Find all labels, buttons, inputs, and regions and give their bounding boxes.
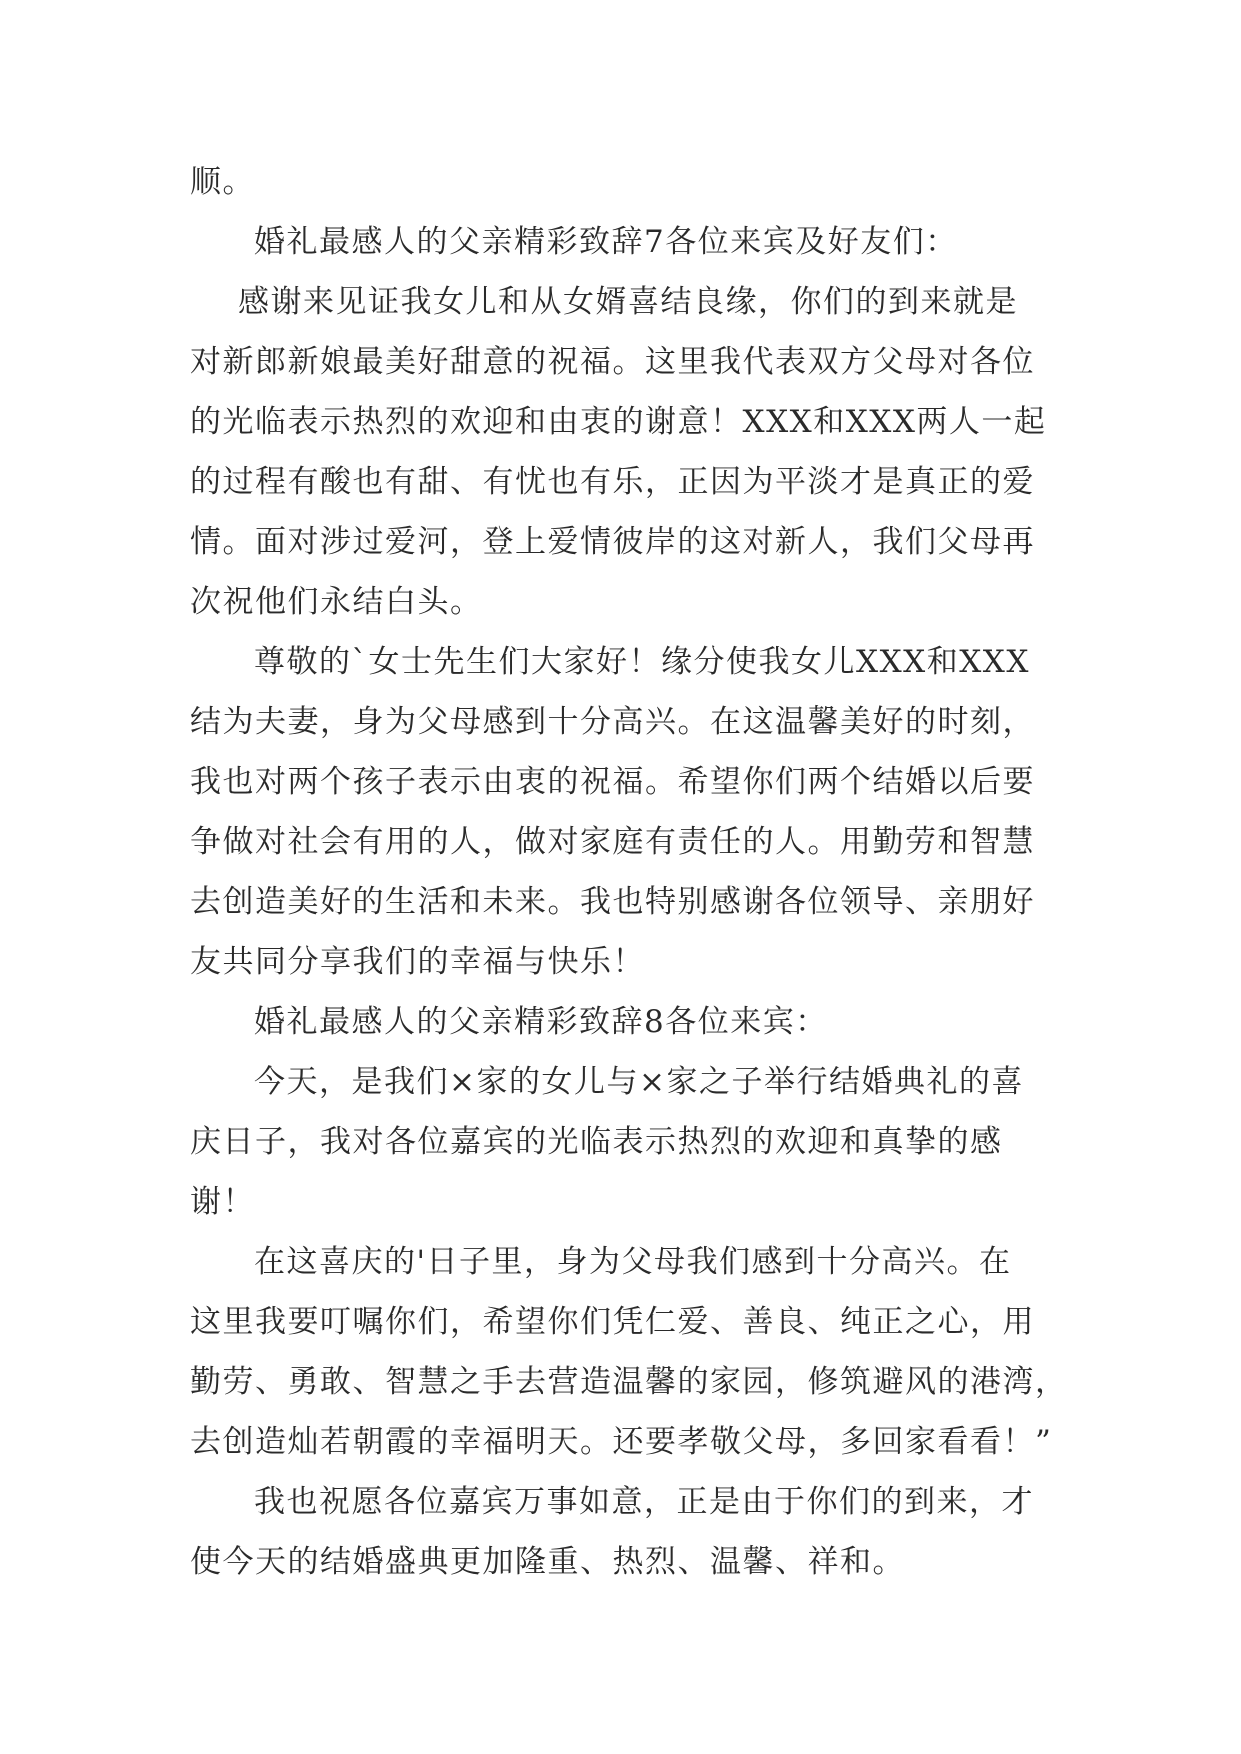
text-line: 庆日子，我对各位嘉宾的光临表示热烈的欢迎和真挚的感 <box>190 1124 1003 1160</box>
text-line: 对新郎新娘最美好甜意的祝福。这里我代表双方父母对各位 <box>190 344 1035 380</box>
text-line: 次祝他们永结白头。 <box>190 584 483 620</box>
text-line: 我也祝愿各位嘉宾万事如意，正是由于你们的到来，才 <box>254 1484 1034 1520</box>
text-line: 今天，是我们×家的女儿与×家之子举行结婚典礼的喜 <box>254 1064 1024 1100</box>
speech-heading-8: 婚礼最感人的父亲精彩致辞8各位来宾： <box>254 1004 828 1040</box>
text-line: 这里我要叮嘱你们，希望你们凭仁爱、善良、纯正之心，用 <box>190 1304 1035 1340</box>
text-line: 使今天的结婚盛典更加隆重、热烈、温馨、祥和。 <box>190 1544 905 1580</box>
speech-heading-7: 婚礼最感人的父亲精彩致辞7各位来宾及好友们： <box>254 224 958 260</box>
text-line: 顺。 <box>190 164 255 200</box>
text-line: 友共同分享我们的幸福与快乐！ <box>190 944 645 980</box>
text-line: 去创造美好的生活和未来。我也特别感谢各位领导、亲朋好 <box>190 884 1035 920</box>
text-line: 结为夫妻，身为父母感到十分高兴。在这温馨美好的时刻， <box>190 704 1035 740</box>
text-line: 我也对两个孩子表示由衷的祝福。希望你们两个结婚以后要 <box>190 764 1035 800</box>
text-line: 谢！ <box>190 1184 255 1220</box>
text-line: 情。面对涉过爱河，登上爱情彼岸的这对新人，我们父母再 <box>190 524 1035 560</box>
text-line: 勤劳、勇敢、智慧之手去营造温馨的家园，修筑避风的港湾， <box>190 1364 1068 1400</box>
text-line: 尊敬的`女士先生们大家好！缘分使我女儿XXX和XXX <box>254 644 1030 680</box>
text-line: 感谢来见证我女儿和从女婿喜结良缘，你们的到来就是 <box>238 284 1018 320</box>
document-body <box>190 152 1070 1592</box>
text-line: 的光临表示热烈的欢迎和由衷的谢意！XXX和XXX两人一起 <box>190 404 1047 440</box>
text-line: 去创造灿若朝霞的幸福明天。还要孝敬父母，多回家看看！” <box>190 1424 1053 1460</box>
text-line: 在这喜庆的'日子里，身为父母我们感到十分高兴。在 <box>254 1244 1012 1280</box>
text-line: 的过程有酸也有甜、有忧也有乐，正因为平淡才是真正的爱 <box>190 464 1035 500</box>
text-line: 争做对社会有用的人，做对家庭有责任的人。用勤劳和智慧 <box>190 824 1035 860</box>
